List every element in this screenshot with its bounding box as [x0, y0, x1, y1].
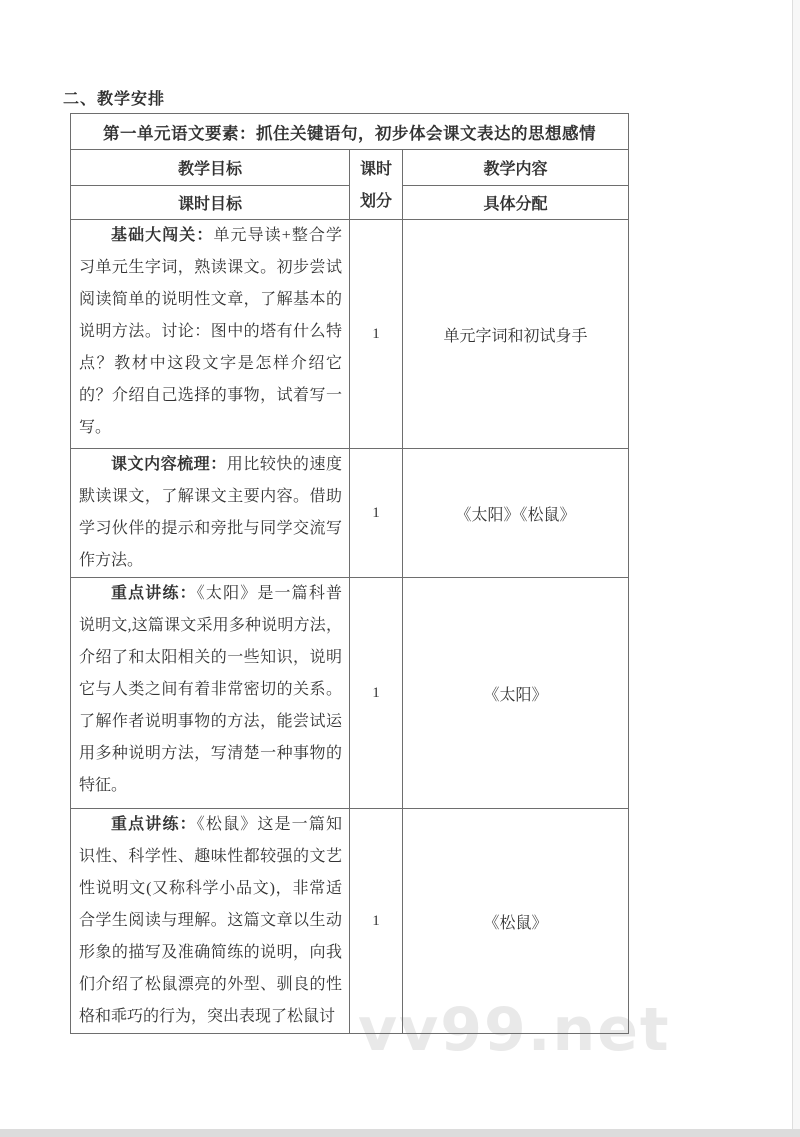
page-right-edge-fill — [793, 0, 800, 1130]
goal-lead-label: 基础大闯关： — [111, 227, 214, 244]
content-cell: 单元字词和初试身手 — [403, 220, 629, 449]
content-cell: 《太阳》 — [403, 578, 629, 809]
header-class-hours — [350, 150, 403, 220]
header-lesson-goal: 课时目标 — [71, 186, 350, 220]
section-heading: 二、教学安排 — [63, 91, 166, 108]
header-teaching-goal: 教学目标 — [71, 150, 350, 186]
content-cell: 《太阳》《松鼠》 — [403, 449, 629, 578]
table-row — [71, 449, 629, 578]
goal-cell — [71, 809, 350, 1034]
goal-cell — [71, 449, 350, 578]
unit-header-row — [71, 114, 629, 150]
hours-cell: 1 — [350, 809, 403, 1034]
header-class-hours-line2: 划分 — [359, 192, 392, 210]
content-cell: 《松鼠》 — [403, 809, 629, 1034]
hours-cell: 1 — [350, 220, 403, 449]
goal-text: 《松鼠》这是一篇知识性、科学性、趣味性都较强的文艺性说明文(又称科学小品文)，非常适合学生阅读与理解。这篇文章以生动形象的描写及准确简练的说明，向我们介绍了松鼠漂亮的外型、驯良的性格和乖巧的行为，突出表现了松鼠讨 — [79, 816, 342, 1025]
goal-text: 单元导读+整合学习单元生字词，熟读课文。初步尝试阅读简单的说明性文章，了解基本的说明方法。讨论：图中的塔有什么特点？教材中这段文字是怎样介绍它的？介绍自己选择的事物，试着写一写。 — [79, 227, 342, 436]
goal-lead-label: 课文内容梳理： — [111, 456, 227, 473]
goal-text: 用比较快的速度默读课文，了解课文主要内容。借助学习伙伴的提示和旁批与同学交流写作方法。 — [79, 456, 342, 569]
header-teaching-content: 教学内容 — [403, 150, 629, 186]
table-row — [71, 809, 629, 1034]
hours-cell: 1 — [350, 449, 403, 578]
goal-cell — [71, 220, 350, 449]
page-bottom-edge-strip — [0, 1129, 800, 1137]
hours-cell: 1 — [350, 578, 403, 809]
header-specific-allocation: 具体分配 — [403, 186, 629, 220]
table-row — [71, 220, 629, 449]
header-class-hours-line1: 课时 — [359, 160, 392, 178]
goal-lead-label: 重点讲练： — [111, 816, 197, 833]
goal-text: 《太阳》是一篇科普说明文,这篇课文采用多种说明方法，介绍了和太阳相关的一些知识，说明它与人类之间有着非常密切的关系。了解作者说明事物的方法，能尝试运用多种说明方法，写清楚一种事物的特征。 — [79, 585, 342, 794]
unit-header-cell: 第一单元语文要素：抓住关键语句，初步体会课文表达的思想感情 — [71, 114, 629, 150]
goal-cell — [71, 578, 350, 809]
goal-lead-label: 重点讲练： — [111, 585, 197, 602]
column-header-row-1 — [71, 150, 629, 186]
site-watermark: vv99.net — [358, 995, 671, 1065]
table-row — [71, 578, 629, 809]
teaching-schedule-table — [70, 113, 629, 1034]
